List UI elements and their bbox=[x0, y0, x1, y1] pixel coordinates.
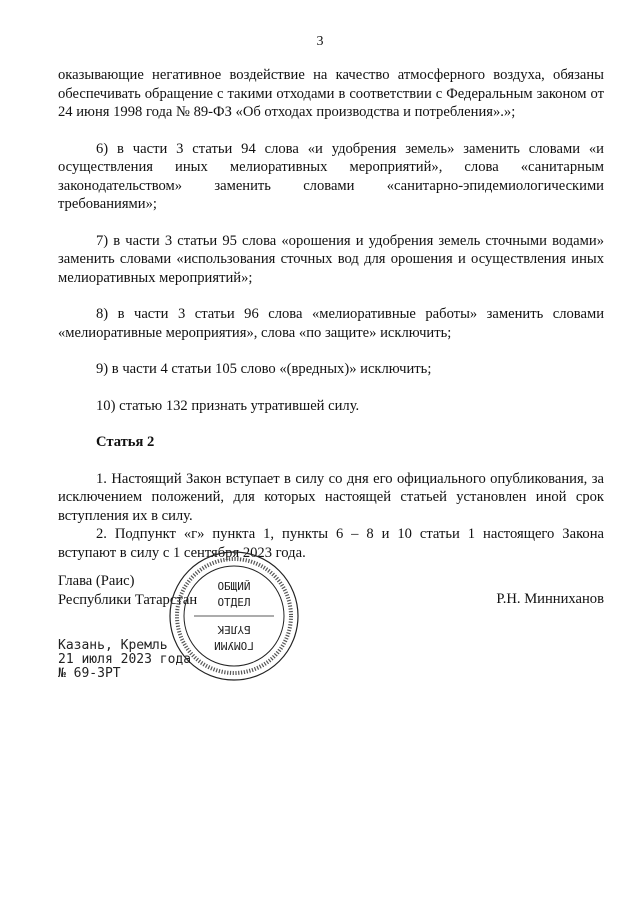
signing-place: Казань, Кремль bbox=[58, 638, 168, 653]
paragraph-item-9: 9) в части 4 статьи 105 слово «(вредных)» исключить; bbox=[96, 361, 432, 377]
signatory-title-line1: Глава (Раис) bbox=[58, 573, 135, 589]
stamp-text-3: БҮЛЕК bbox=[217, 623, 251, 636]
signatory-name: Р.Н. Минниханов bbox=[496, 591, 604, 607]
law-text bbox=[58, 66, 604, 562]
page-number: 3 bbox=[316, 34, 324, 49]
stamp-text-4: ГОМУМИ bbox=[214, 639, 254, 652]
law-number: № 69-ЗРТ bbox=[58, 666, 121, 681]
paragraph-item-7: 7) в части 3 статьи 95 слова «орошения и удобрения земель сточными водами» заменить словами «использования сточных вод для орошения и осуществления иных мелиоративных мероприятий»; bbox=[58, 232, 604, 286]
article-2-point-2: 2. Подпункт «г» пункта 1, пункты 6 – 8 и 10 статьи 1 настоящего Закона вступают в силу с 1 сентября 2023 года. bbox=[58, 526, 604, 561]
stamp-text-1: ОБЩИЙ bbox=[217, 580, 251, 593]
signing-date: 21 июля 2023 года bbox=[58, 652, 192, 667]
paragraph-item-8: 8) в части 3 статьи 96 слова «мелиоративные работы» заменить словами «мелиоративные мероприятия», слова «по защите» исключить; bbox=[58, 306, 604, 341]
signatory-title-line2: Республики Татарстан bbox=[58, 591, 198, 608]
paragraph-item-10: 10) статью 132 признать утратившей силу. bbox=[96, 397, 360, 414]
stamp-text-2: ОТДЕЛ bbox=[217, 596, 251, 609]
paragraph-item-6: 6) в части 3 статьи 94 слова «и удобрения земель» заменить словами «и осуществления иных мелиоративных мероприятий», слова «санитарным законодательством» заменить словами «санитарно-эпидемиологическими требованиями»; bbox=[58, 140, 604, 212]
paragraph-continuation: оказывающие негативное воздействие на качество атмосферного воздуха, обязаны обеспечивать обращение с такими отходами в соответствии с Федеральным законом от 24 июня 1998 года № 89-ФЗ «Об отходах производства и потребления».»; bbox=[58, 67, 604, 120]
place-date-number bbox=[58, 639, 191, 681]
article-2-point-1: 1. Настоящий Закон вступает в силу со дня его официального опубликования, за исключением положений, для которых настоящей статьей установлен иной срок вступления их в силу. bbox=[58, 470, 604, 524]
article-2-heading: Статья 2 bbox=[96, 434, 155, 450]
